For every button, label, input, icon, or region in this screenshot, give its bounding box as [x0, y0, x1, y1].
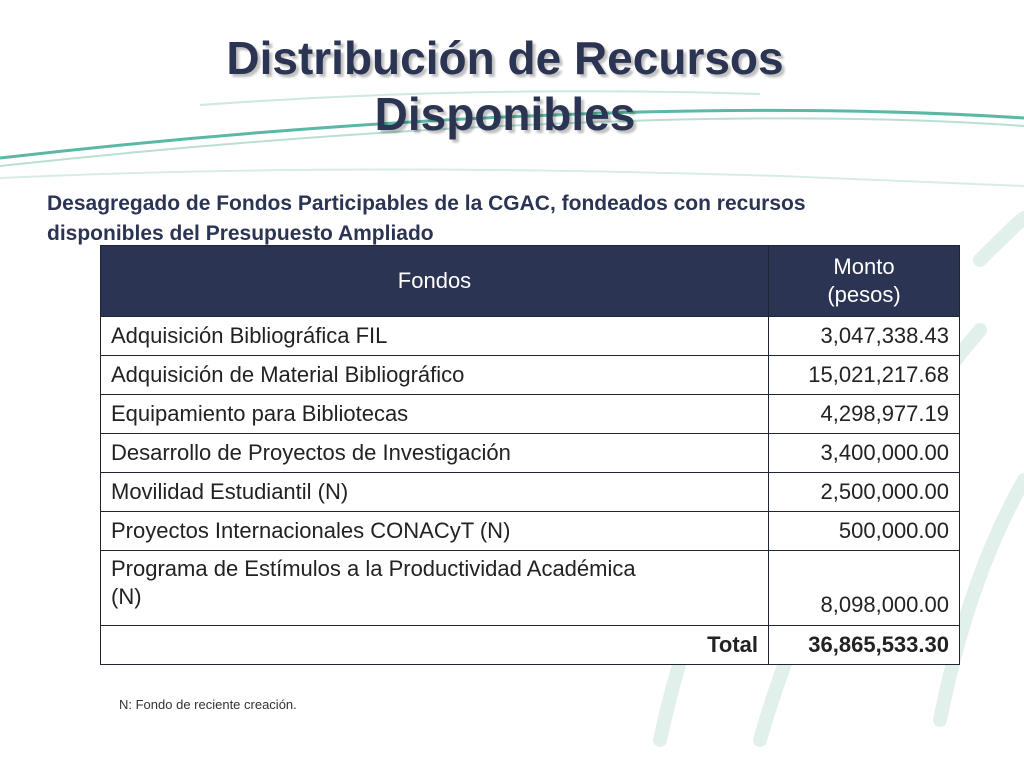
table-row	[101, 434, 960, 473]
fund-amount: 3,400,000.00	[769, 434, 960, 473]
table-header-row	[101, 246, 960, 317]
fund-amount: 4,298,977.19	[769, 395, 960, 434]
funds-table	[100, 245, 960, 665]
fund-amount: 3,047,338.43	[769, 317, 960, 356]
accent-swoosh-line-lower	[0, 170, 1024, 187]
header-fondos: Fondos	[101, 246, 769, 317]
fund-name: Adquisición Bibliográfica FIL	[101, 317, 769, 356]
total-label: Total	[101, 626, 769, 665]
fund-name	[101, 551, 769, 626]
table-row	[101, 512, 960, 551]
table-row	[101, 551, 960, 626]
fund-name-line: (N)	[111, 584, 142, 609]
fund-name-line: Programa de Estímulos a la Productividad Académica	[111, 556, 636, 581]
slide-subtitle-line: disponibles del Presupuesto Ampliado	[47, 222, 434, 245]
slide-title	[0, 30, 1010, 142]
fund-amount: 2,500,000.00	[769, 473, 960, 512]
fund-name: Proyectos Internacionales CONACyT (N)	[101, 512, 769, 551]
fund-amount: 8,098,000.00	[769, 551, 960, 626]
footnote: N: Fondo de reciente creación.	[119, 697, 297, 712]
table-row	[101, 356, 960, 395]
table-row	[101, 395, 960, 434]
header-monto	[769, 246, 960, 317]
header-monto-line: (pesos)	[827, 282, 901, 307]
fund-name: Equipamiento para Bibliotecas	[101, 395, 769, 434]
fund-amount: 500,000.00	[769, 512, 960, 551]
slide-title-line: Distribución de Recursos	[226, 32, 784, 84]
slide-title-line: Disponibles	[374, 88, 636, 140]
slide-subtitle-line: Desagregado de Fondos Participables de la CGAC, fondeados con recursos	[47, 192, 806, 215]
fund-name: Desarrollo de Proyectos de Investigación	[101, 434, 769, 473]
total-amount: 36,865,533.30	[769, 626, 960, 665]
table-row	[101, 317, 960, 356]
fund-amount: 15,021,217.68	[769, 356, 960, 395]
total-row	[101, 626, 960, 665]
slide-subtitle	[47, 189, 997, 249]
table-row	[101, 473, 960, 512]
fund-name: Movilidad Estudiantil (N)	[101, 473, 769, 512]
fund-name: Adquisición de Material Bibliográfico	[101, 356, 769, 395]
header-monto-line: Monto	[833, 254, 895, 279]
